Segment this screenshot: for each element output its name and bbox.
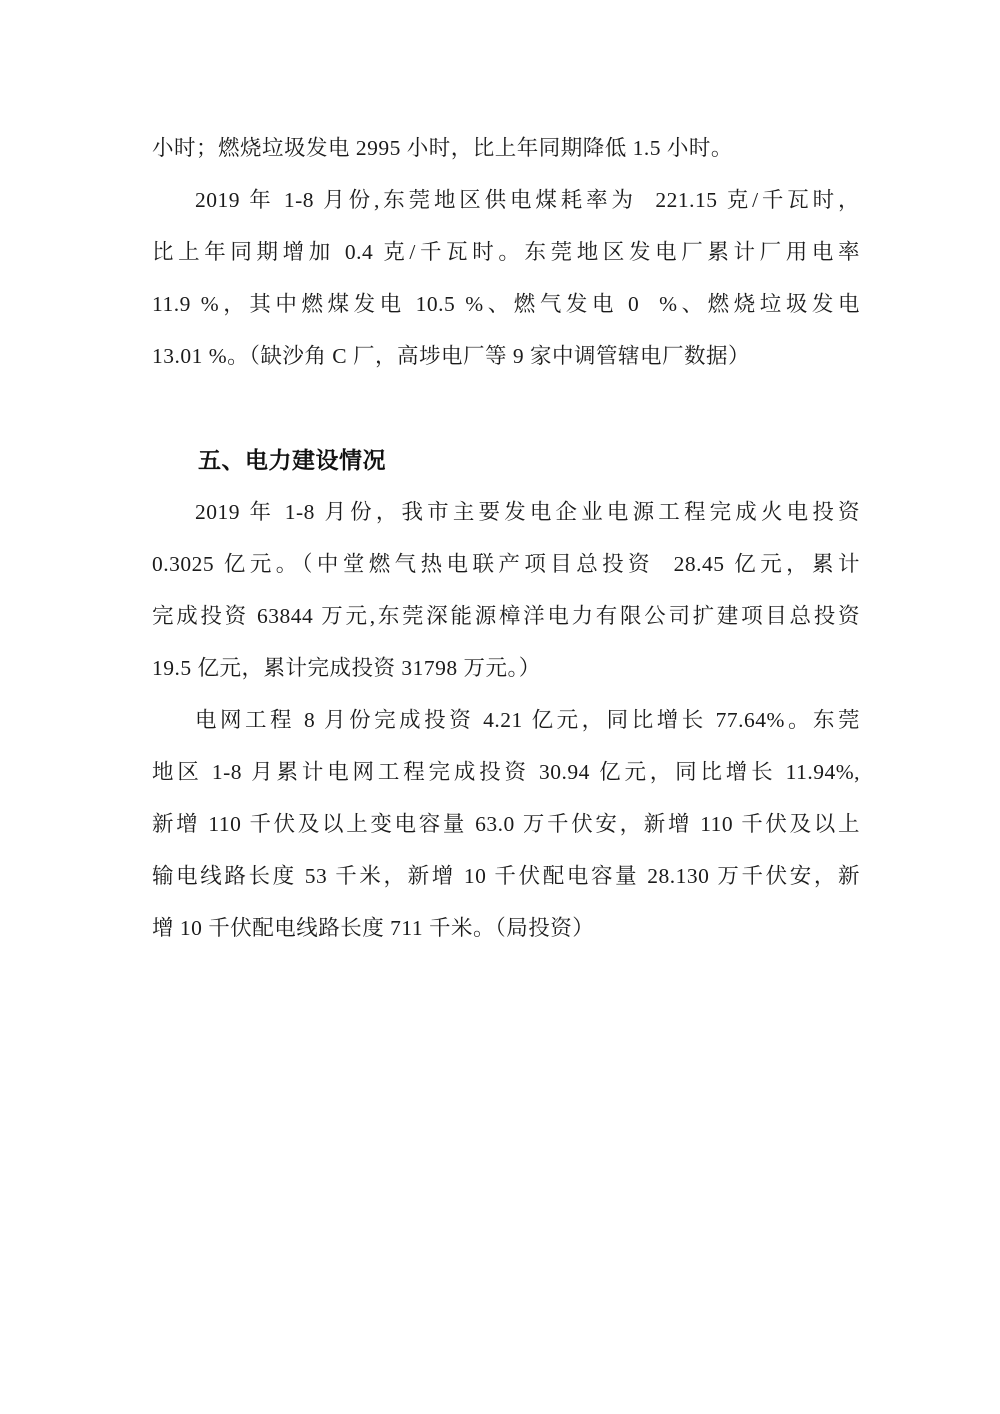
text-line-coal-rate-3: 11.9 %，其中燃煤发电 10.5 %、燃气发电 0 %、燃烧垃圾发电 bbox=[152, 292, 860, 316]
text-line-source-invest-2: 0.3025 亿元。（中堂燃气热电联产项目总投资 28.45 亿元，累计 bbox=[152, 552, 860, 576]
text-line-source-invest-1: 2019 年 1-8 月份，我市主要发电企业电源工程完成火电投资 bbox=[195, 500, 860, 524]
text-line-waste-hours: 小时；燃烧垃圾发电 2995 小时，比上年同期降低 1.5 小时。 bbox=[152, 136, 733, 160]
text-line-coal-rate-4: 13.01 %。（缺沙角 C 厂，高埗电厂等 9 家中调管辖电厂数据） bbox=[152, 344, 751, 368]
text-line-grid-invest-1: 电网工程 8 月份完成投资 4.21 亿元，同比增长 77.64%。东莞 bbox=[195, 708, 860, 732]
text-line-coal-rate-1: 2019 年 1-8 月份,东莞地区供电煤耗率为 221.15 克/千瓦时， bbox=[195, 188, 860, 212]
text-line-source-invest-3: 完成投资 63844 万元,东莞深能源樟洋电力有限公司扩建项目总投资 bbox=[152, 604, 860, 628]
document-body bbox=[152, 122, 860, 954]
text-line-grid-invest-3: 新增 110 千伏及以上变电容量 63.0 万千伏安，新增 110 千伏及以上 bbox=[152, 812, 860, 836]
text-line-source-invest-4: 19.5 亿元，累计完成投资 31798 万元。） bbox=[152, 656, 541, 680]
text-line-grid-invest-4: 输电线路长度 53 千米，新增 10 千伏配电容量 28.130 万千伏安，新 bbox=[152, 864, 860, 888]
section-heading: 五、电力建设情况 bbox=[198, 447, 386, 473]
text-line-grid-invest-5: 增 10 千伏配电线路长度 711 千米。（局投资） bbox=[152, 916, 595, 940]
text-line-grid-invest-2: 地区 1-8 月累计电网工程完成投资 30.94 亿元，同比增长 11.94%, bbox=[152, 760, 860, 784]
text-line-coal-rate-2: 比上年同期增加 0.4 克/千瓦时。东莞地区发电厂累计厂用电率 bbox=[152, 240, 860, 264]
